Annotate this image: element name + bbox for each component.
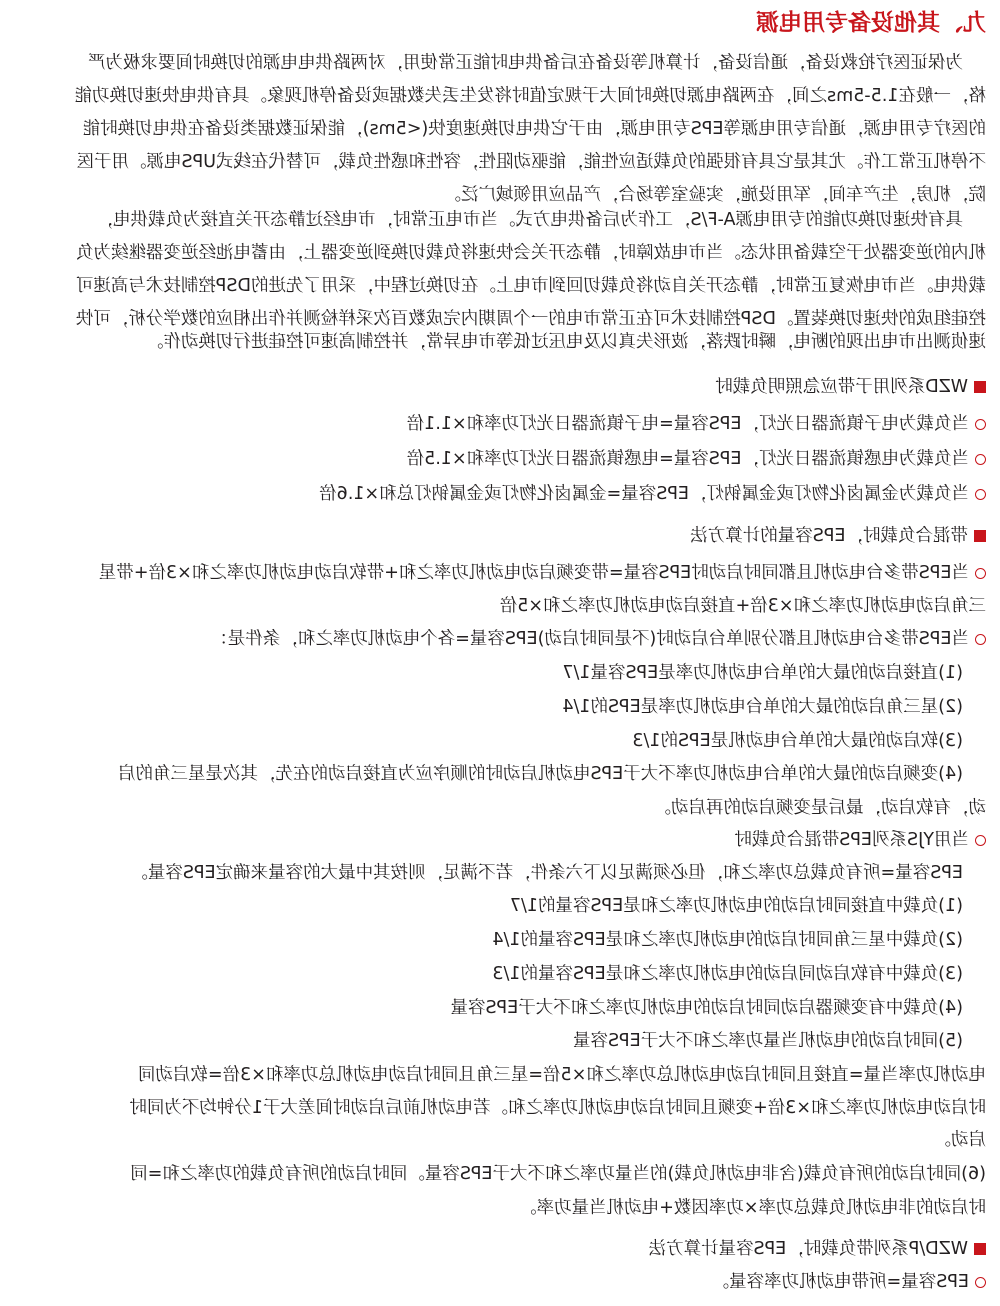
section-heading xyxy=(715,375,986,399)
list-item xyxy=(99,561,986,585)
rule-item: (3)负载中有软启动同启动的电动机功率之和是EPS容量的1/3 xyxy=(492,964,963,984)
condition-item: (4)变频启动的最大的单台电动机功率不大于EPS电动机启动时的顺序应为直接启动的在先，其次是星三角的启 xyxy=(117,764,963,784)
formula-text: EPS容量=所有负载总功率之和，但必须满足以下六条件，若不满足，则按其中最大的容量来确定EPS容量。 xyxy=(130,863,963,883)
red-circle-bullet-icon xyxy=(975,1277,986,1288)
list-item-text: 当负载为金属卤化物灯或金属钠灯，EPS容量=金属卤化物灯或金属钠灯总和×1.6倍 xyxy=(319,484,969,504)
red-circle-bullet-icon xyxy=(975,419,986,430)
section-heading-text: WZD/P系列带负载时，EPS容量计算方法 xyxy=(648,1239,968,1259)
list-item xyxy=(407,412,986,436)
red-circle-bullet-icon xyxy=(975,835,986,846)
intro-line: 为保证医疗抢救设备，通信设备，计算机等设备在后备供电时能正常使用，对两路供电电源的切换时间要求极为严 xyxy=(88,53,963,73)
equivalent-power-text: 电动机功率当量=直接且同时启动电动机总功率之和×5倍=星三角且同时启动电动机总功率和×3倍=软启动同 xyxy=(137,1065,986,1085)
red-square-bullet-icon xyxy=(974,1243,986,1255)
red-square-bullet-icon xyxy=(974,530,986,542)
red-circle-bullet-icon xyxy=(975,489,986,500)
rule-item: (2)负载中星三角同时启动的电动机功率之和是EPS容量的1/4 xyxy=(492,930,963,950)
rule-item: (5)同时启动的电动机当量功率之和不大于EPS容量 xyxy=(572,1031,963,1051)
condition-item: (1)直接启动的最大的单台电动机功率是EPS容量1/7 xyxy=(562,663,963,683)
list-item xyxy=(319,482,986,506)
list-item-text: 当用YJS系列EPS带混合负载时 xyxy=(734,830,969,850)
condition-item: (2)星三角启动的最大的单台电动机功率是EPS的1/4 xyxy=(562,697,963,717)
list-item xyxy=(712,1270,986,1294)
list-item-text: EPS容量=所带电动机功率容量。 xyxy=(711,1272,969,1292)
list-item xyxy=(210,627,986,651)
section-heading-text: 带混合负载时，EPS容量的计算方法 xyxy=(690,526,968,546)
list-item xyxy=(407,447,986,471)
red-circle-bullet-icon xyxy=(975,454,986,465)
condition-item: (3)软启动的最大的单台电动机是EPS的1/3 xyxy=(632,731,963,751)
intro-line: 机内的逆变器处于空载备用状态。当市电故障时，静态开关会快速将负载切换到逆变器上，由蓄电池经逆变器继续为负 xyxy=(76,243,986,263)
rule-item: (4)负载中有变频器启动同时启动的电动机功率之和不大于EPS容量 xyxy=(450,998,963,1018)
intro-line: 的医疗专用电源，通信专用电源等EPS专用电源，由于它供电切换速度快(<5ms)，能保证数据类设备在供电切换时能 xyxy=(82,119,986,139)
intro-line: 院，机房，生产车间，军用设施，实验室等场合，产品应用领域广泛。 xyxy=(443,185,986,205)
rule-item: (1)负载中直接同时启动的电动机功率之和是EPS容量的1/7 xyxy=(509,896,963,916)
condition-item-continuation: 动，有软启动，最后是变频启动的再启动。 xyxy=(653,798,986,818)
intro-line: 载供电。当市电恢复正常时，静态开关自动将负载切回到市电上。在切换过程中，采用了先进的DSP控制技术与高速可 xyxy=(75,276,986,296)
intro-line: 控硅组成的快速切换装置。DSP控制技术可在正常市电的一个周期内完成数百次采样检测并作出相应的数学分析，可快 xyxy=(75,309,986,329)
intro-line: 速侦测出市电出现的断电，瞬时跌落，波形失真以及电压过低等市电异常，并控制高速可控硅进行切换动作。 xyxy=(146,332,986,352)
list-item-text: 当负载为电感镇流器日光灯，EPS容量=电感镇流器日光灯功率和×1.5倍 xyxy=(406,449,969,469)
list-item xyxy=(734,828,986,852)
rule-item: (6)同时启动的所有负载(含非电动机负载)的当量功率之和不大于EPS容量。同时启动的所有负载的功率之和=同 xyxy=(130,1164,986,1184)
list-item-text: 当负载为电子镇流器日光灯，EPS容量=电子镇流器日光灯功率和×1.1倍 xyxy=(406,414,969,434)
equivalent-power-text: 时启动电动机功率之和×3倍+变频且同时启动电动机功率之和。若电动机前后启动时间差大于1分钟均不为同时 xyxy=(129,1098,986,1118)
page-title: 九、其他设备专用电源 xyxy=(756,10,986,36)
section-heading xyxy=(649,1237,986,1261)
rule-item-continuation: 时启动的非电动机负载总功率×功率因数+电动机当量功率。 xyxy=(519,1198,986,1218)
list-item-text: 当EPS带多台电动机且都同时启动时EPS容量=带变频启动电动机功率之和+带软启动电动机功率之和×3倍+带星 xyxy=(98,563,969,583)
intro-line: 具有快速切换功能的专用电源A-F/S，工作为后备供电方式。当市电正常时，市电经过静态开关直接为负载供电， xyxy=(95,210,963,230)
section-heading-text: WZD系列用于带应急照明负载时 xyxy=(715,377,968,397)
red-square-bullet-icon xyxy=(974,381,986,393)
intro-line: 不停机正常工作。尤其是它具有很强的负载适应性能，能驱动阻性，容性和感性负载，可替代在线式UPS电源。用于医 xyxy=(76,152,986,172)
list-item-continuation: 三角启动电动机功率之和×3倍+直接启动电动机功率之和×5倍 xyxy=(499,596,986,616)
red-circle-bullet-icon xyxy=(975,634,986,645)
equivalent-power-text: 启动。 xyxy=(933,1130,986,1150)
section-heading xyxy=(690,524,986,548)
red-circle-bullet-icon xyxy=(975,568,986,579)
list-item-text: 当EPS带多台电动机且都分别单台启动时(不是同时启动)EPS容量=各个电动机功率之和，条件是： xyxy=(210,629,969,649)
intro-line: 格，一般在1.5-5ms之间，在两路电源切换时间大于规定值时将发生丢失数据或设备停机现象。具有供电快速切换功能 xyxy=(74,86,986,106)
